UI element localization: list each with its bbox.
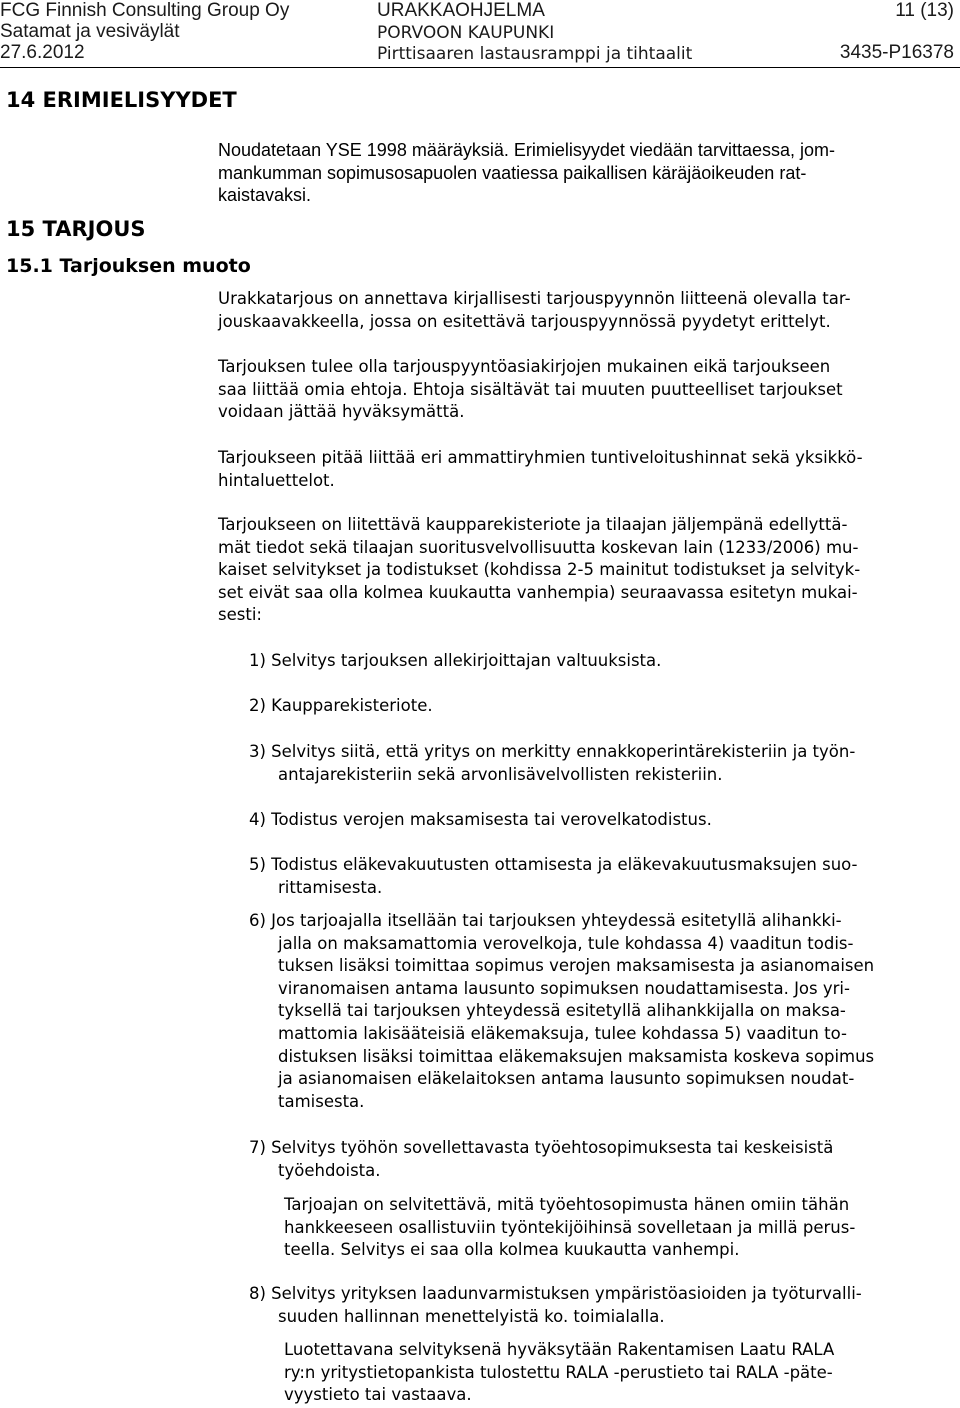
text-line: 4) Todistus verojen maksamisesta tai verovelkatodistus.: [249, 810, 712, 829]
text-line: mankumman sopimusosapuolen vaatiessa paikallisen käräjäoikeuden rat-: [218, 162, 807, 183]
header-project-code: 3435-P16378: [839, 42, 954, 63]
header-doc-type: URAKKAOHJELMA: [377, 0, 545, 21]
section-14-heading: 14 ERIMIELISYYDET: [6, 88, 237, 112]
section-15-1-heading: 15.1 Tarjouksen muoto: [6, 255, 251, 277]
list-item-6: [249, 910, 955, 1113]
text-line: set eivät saa olla kolmea kuukautta vanhempia) seuraavassa esitetyn mukai-: [218, 582, 858, 602]
header-divider: [0, 67, 960, 68]
text-line: Tarjouksen tulee olla tarjouspyyntöasiakirjojen mukainen eikä tarjoukseen: [218, 357, 831, 376]
header-date: 27.6.2012: [0, 42, 85, 63]
text-line: tuksen lisäksi toimittaa sopimus verojen maksamisesta ja asianomaisen: [278, 956, 875, 976]
list-item-4: [249, 809, 955, 832]
text-line: 8) Selvitys yrityksen laadunvarmistuksen ympäristöasioiden ja työturvalli-: [249, 1284, 862, 1303]
text-line: 3) Selvitys siitä, että yritys on merkitty ennakkoperintärekisteriin ja työn-: [249, 742, 856, 761]
text-line: teella. Selvitys ei saa olla kolmea kuukautta vanhempi.: [284, 1240, 740, 1260]
text-line: ry:n yritystietopankista tulostettu RALA -perustieto tai RALA -päte-: [284, 1362, 833, 1382]
list-item-8-note: [284, 1339, 956, 1407]
text-line: jouskaavakkeella, jossa on esitettävä tarjouspyynnössä pyydetyt erittelyt.: [218, 311, 831, 331]
list-item-7-note: [284, 1194, 956, 1262]
text-line: voidaan jättää hyväksymättä.: [218, 402, 465, 422]
paragraph-3: [218, 447, 954, 492]
text-line: Noudatetaan YSE 1998 määräyksiä. Erimielisyydet viedään tarvittaessa, jom-: [218, 140, 835, 160]
header-page: 11 (13): [895, 0, 954, 21]
text-line: 2) Kaupparekisteriote.: [249, 696, 433, 715]
text-line: kaistavaksi.: [218, 185, 312, 206]
list-item-2: [249, 695, 955, 718]
text-line: mattomia lakisääteisiä eläkemaksuja, tulee kohdassa 5) vaaditun to-: [278, 1023, 847, 1043]
list-item-5: [249, 854, 955, 899]
text-line: kaiset selvitykset ja todistukset (kohdissa 2-5 mainitut todistukset ja selvityk-: [218, 560, 861, 580]
header-project: Pirttisaaren lastausramppi ja tihtaalit: [377, 44, 693, 64]
text-line: tamisesta.: [278, 1091, 365, 1111]
text-line: 5) Todistus eläkevakuutusten ottamisesta ja eläkevakuutusmaksujen suo-: [249, 855, 858, 874]
text-line: Urakkatarjous on annettava kirjallisesti tarjouspyynnön liitteenä olevalla tar-: [218, 289, 851, 308]
text-line: distuksen lisäksi toimittaa eläkemaksujen maksamista koskeva sopimus: [278, 1046, 875, 1066]
section-15-heading: 15 TARJOUS: [6, 217, 146, 241]
text-line: Luotettavana selvityksenä hyväksytään Rakentamisen Laatu RALA: [284, 1340, 835, 1359]
header-company: FCG Finnish Consulting Group Oy: [0, 0, 290, 21]
disputes-paragraph: [218, 139, 954, 207]
text-line: sesti:: [218, 605, 262, 625]
text-line: Tarjoajan on selvitettävä, mitä työehtosopimusta hänen omiin tähän: [284, 1195, 850, 1214]
text-line: rittamisesta.: [278, 877, 383, 897]
text-line: Tarjoukseen pitää liittää eri ammattiryhmien tuntiveloitushinnat sekä yksikkö-: [218, 448, 863, 467]
text-line: tyksellä tai tarjouksen yhteydessä esitetyllä alihankkijalla on maksa-: [278, 1001, 846, 1021]
paragraph-4: [218, 514, 954, 627]
text-line: mät tiedot sekä tilaajan suoritusvelvollisuutta koskevan lain (1233/2006) mu-: [218, 537, 859, 557]
text-line: ja asianomaisen eläkelaitoksen antama lausunto sopimuksen noudat-: [278, 1069, 855, 1089]
text-line: antajarekisteriin sekä arvonlisävelvollisten rekisteriin.: [278, 764, 723, 784]
text-line: vyystieto tai vastaava.: [284, 1385, 472, 1405]
text-line: 1) Selvitys tarjouksen allekirjoittajan valtuuksista.: [249, 651, 662, 670]
list-item-8: [249, 1283, 955, 1328]
text-line: työehdoista.: [278, 1160, 381, 1180]
text-line: saa liittää omia ehtoja. Ehtoja sisältävät tai muuten puutteelliset tarjoukset: [218, 379, 843, 399]
text-line: Tarjoukseen on liitettävä kaupparekisteriote ja tilaajan jäljempänä edellyttä-: [218, 515, 848, 534]
text-line: 7) Selvitys työhön sovellettavasta työehtosopimuksesta tai keskeisistä: [249, 1138, 834, 1157]
list-item-7: [249, 1137, 955, 1182]
text-line: 6) Jos tarjoajalla itsellään tai tarjouksen yhteydessä esitetyllä alihankki-: [249, 911, 842, 930]
text-line: jalla on maksamattomia verovelkoja, tule kohdassa 4) vaaditun todis-: [278, 933, 854, 953]
text-line: viranomaisen antama lausunto sopimuksen noudattamisesta. Jos yri-: [278, 978, 850, 998]
paragraph-2: [218, 356, 954, 424]
list-item-3: [249, 741, 955, 786]
text-line: hintaluettelot.: [218, 470, 335, 490]
text-line: hankkeeseen osallistuviin työntekijöihinsä sovelletaan ja millä perus-: [284, 1217, 856, 1237]
text-line: suuden hallinnan menettelyistä ko. toimialalla.: [278, 1306, 665, 1326]
list-item-1: [249, 650, 955, 673]
header-department: Satamat ja vesiväylät: [0, 21, 180, 42]
paragraph-1: [218, 288, 954, 333]
header-client: PORVOON KAUPUNKI: [377, 23, 555, 43]
